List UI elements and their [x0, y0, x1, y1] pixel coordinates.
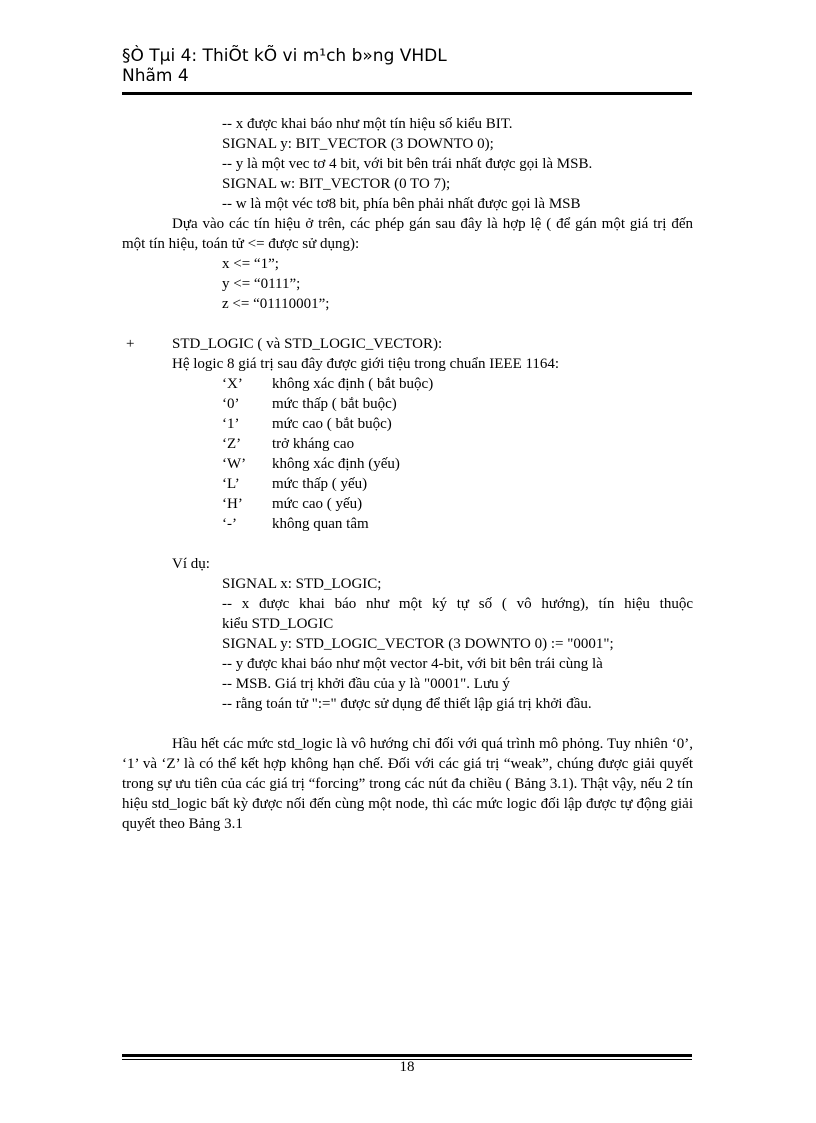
logic-symbol: ‘H’ [222, 496, 243, 512]
logic-symbol: ‘-’ [222, 516, 237, 532]
footer-rule [122, 1054, 692, 1057]
example-line: SIGNAL y: STD_LOGIC_VECTOR (3 DOWNTO 0) := "0001"; [222, 636, 614, 652]
logic-symbol: ‘1’ [222, 416, 240, 432]
section-intro: Hệ logic 8 giá trị sau đây được giới tiệu trong chuẩn IEEE 1164: [172, 356, 560, 372]
example-line: -- MSB. Giá trị khởi đầu của y là "0001". Lưu ý [222, 676, 510, 692]
code-line: -- x được khai báo như một tín hiệu số kiểu BIT. [222, 116, 513, 132]
section-title: STD_LOGIC ( và STD_LOGIC_VECTOR): [172, 336, 443, 352]
paragraph-assignment-rules: Dựa vào các tín hiệu ở trên, các phép gán sau đây là hợp lệ ( để gán một giá trị đến một tín hiệu, toán tử <= được sử dụng): [122, 216, 693, 252]
code-line: -- w là một véc tơ8 bit, phía bên phải nhất được gọi là MSB [222, 196, 581, 212]
logic-description: mức thấp ( bắt buộc) [272, 396, 397, 412]
header-rule [122, 92, 692, 95]
page-number: 18 [399, 1059, 415, 1075]
bullet-plus: + [126, 336, 135, 352]
logic-symbol: ‘L’ [222, 476, 240, 492]
logic-value-row [222, 394, 397, 414]
code-line: -- y là một vec tơ 4 bit, với bit bên trái nhất được gọi là MSB. [222, 156, 593, 172]
example-line: -- x được khai báo như một ký tự số ( vô hướng), tín hiệu thuộc [222, 596, 693, 612]
assignment-line: y <= “0111”; [222, 276, 301, 292]
logic-description: không quan tâm [272, 516, 369, 532]
example-line: -- y được khai báo như một vector 4-bit, với bit bên trái cùng là [222, 656, 603, 672]
example-label: Ví dụ: [172, 556, 210, 572]
logic-description: trở kháng cao [272, 436, 355, 452]
page-header [122, 46, 692, 86]
assignment-line: z <= “01110001”; [222, 296, 330, 312]
logic-symbol: ‘0’ [222, 396, 240, 412]
code-line: SIGNAL w: BIT_VECTOR (0 TO 7); [222, 176, 451, 192]
logic-value-row [222, 474, 367, 494]
logic-value-row [222, 454, 400, 474]
logic-description: mức thấp ( yếu) [272, 476, 368, 492]
logic-description: không xác định ( bắt buộc) [272, 376, 434, 392]
logic-symbol: ‘Z’ [222, 436, 242, 452]
logic-symbol: ‘W’ [222, 456, 247, 472]
logic-value-row [222, 374, 433, 394]
logic-symbol: ‘X’ [222, 376, 243, 392]
logic-description: mức cao ( yếu) [272, 496, 363, 512]
header-subtitle: Nhãm 4 [122, 66, 189, 86]
example-line: SIGNAL x: STD_LOGIC; [222, 576, 382, 592]
logic-value-row [222, 494, 362, 514]
example-line: -- rằng toán tử ":=" được sử dụng để thiết lập giá trị khởi đầu. [222, 696, 592, 712]
header-title: §Ò Tµi 4: ThiÕt kÕ vi m¹ch b»ng VHDL [122, 46, 447, 66]
logic-description: không xác định (yếu) [272, 456, 400, 472]
assignment-line: x <= “1”; [222, 256, 279, 272]
logic-value-row [222, 414, 392, 434]
paragraph-std-logic-resolution: Hầu hết các mức std_logic là vô hướng chỉ đối với quá trình mô phỏng. Tuy nhiên ‘0’, ‘1’ và ‘Z’ là có thể kết hợp không hạn chế. Đối với các giá trị “weak”, chúng được giải quyết trong sự ưu tiên của các giá trị “forcing” trong các nút đa chiều ( Bảng 3.1). Thật vậy, nếu 2 tín hiệu std_logic bất kỳ được nối đến cùng một node, thì các mức logic đối lập được tự động giải quyết theo Bảng 3.1 [122, 736, 693, 832]
logic-value-row [222, 514, 369, 534]
code-line: SIGNAL y: BIT_VECTOR (3 DOWNTO 0); [222, 136, 494, 152]
logic-description: mức cao ( bắt buộc) [272, 416, 392, 432]
example-line: kiểu STD_LOGIC [222, 616, 334, 632]
logic-value-row [222, 434, 354, 454]
